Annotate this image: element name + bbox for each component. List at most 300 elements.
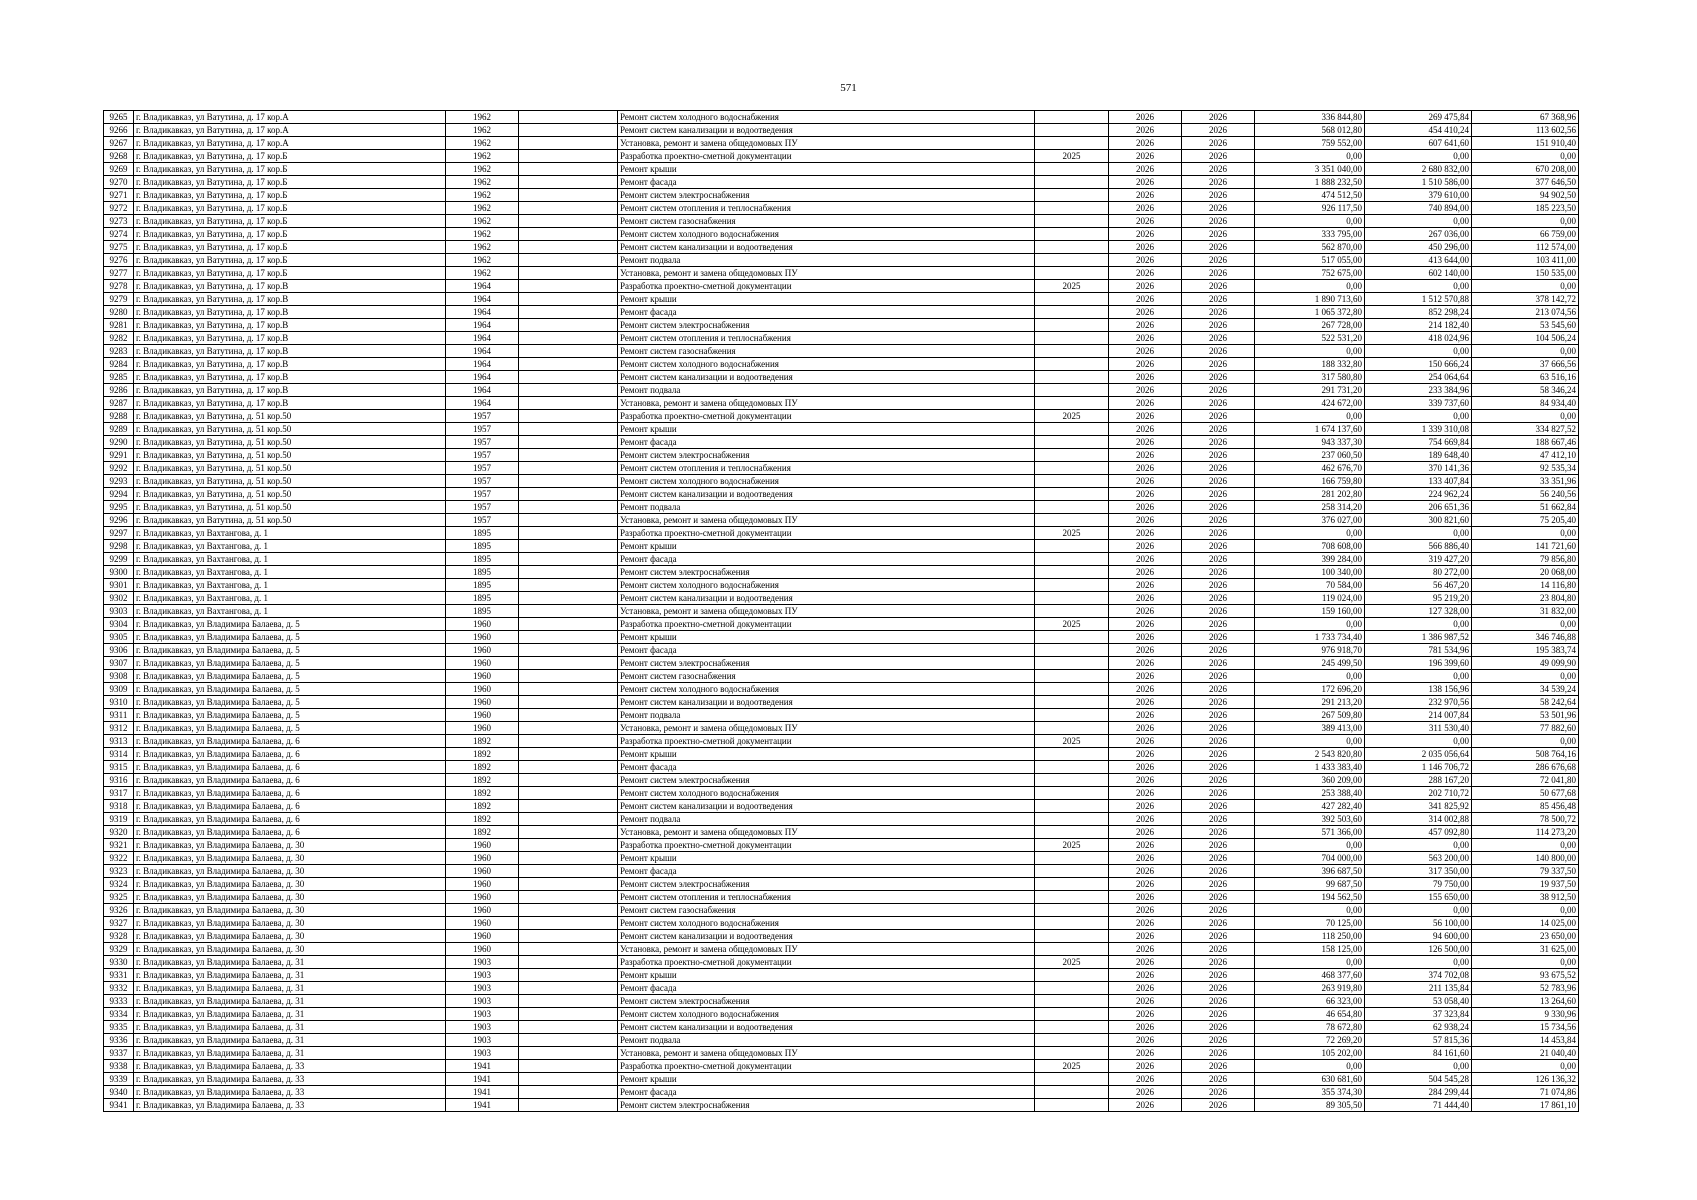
table-row [104, 410, 1579, 423]
cell-address: г. Владикавказ, ул Владимира Балаева, д. 5 [134, 657, 446, 670]
cell-design-year [1035, 332, 1109, 345]
cell-fund-cost: 0,00 [1365, 670, 1472, 683]
cell-total-cost: 1 674 137,60 [1255, 423, 1365, 436]
cell-row-number: 9300 [104, 566, 134, 579]
cell-work-type: Разработка проектно-сметной документации [618, 150, 1035, 163]
cell-extra [519, 592, 618, 605]
cell-row-number: 9301 [104, 579, 134, 592]
cell-work-type: Разработка проектно-сметной документации [618, 735, 1035, 748]
cell-fund-cost: 126 500,00 [1365, 943, 1472, 956]
cell-address: г. Владикавказ, ул Ватутина, д. 17 кор.Б [134, 228, 446, 241]
cell-end-year: 2026 [1182, 1060, 1255, 1073]
cell-build-year: 1892 [446, 748, 519, 761]
cell-row-number: 9297 [104, 527, 134, 540]
cell-extra [519, 111, 618, 124]
cell-row-number: 9331 [104, 969, 134, 982]
cell-extra [519, 605, 618, 618]
table-row [104, 332, 1579, 345]
cell-fund-cost: 1 512 570,88 [1365, 293, 1472, 306]
cell-build-year: 1964 [446, 397, 519, 410]
cell-fund-cost: 1 339 310,08 [1365, 423, 1472, 436]
cell-design-year [1035, 384, 1109, 397]
cell-work-type: Ремонт крыши [618, 423, 1035, 436]
cell-design-year [1035, 748, 1109, 761]
cell-extra [519, 228, 618, 241]
cell-owner-cost: 151 910,40 [1472, 137, 1579, 150]
cell-end-year: 2026 [1182, 709, 1255, 722]
cell-work-type: Установка, ремонт и замена общедомовых ПУ [618, 514, 1035, 527]
cell-work-type: Ремонт крыши [618, 163, 1035, 176]
cell-work-type: Ремонт систем холодного водоснабжения [618, 358, 1035, 371]
cell-fund-cost: 288 167,20 [1365, 774, 1472, 787]
cell-end-year: 2026 [1182, 748, 1255, 761]
cell-row-number: 9325 [104, 891, 134, 904]
cell-owner-cost: 67 368,96 [1472, 111, 1579, 124]
cell-owner-cost: 75 205,40 [1472, 514, 1579, 527]
cell-owner-cost: 0,00 [1472, 735, 1579, 748]
table-row [104, 657, 1579, 670]
cell-address: г. Владикавказ, ул Ватутина, д. 17 кор.А [134, 137, 446, 150]
cell-fund-cost: 1 510 586,00 [1365, 176, 1472, 189]
cell-total-cost: 263 919,80 [1255, 982, 1365, 995]
cell-start-year: 2026 [1109, 969, 1182, 982]
cell-start-year: 2026 [1109, 527, 1182, 540]
cell-total-cost: 392 503,60 [1255, 813, 1365, 826]
cell-fund-cost: 71 444,40 [1365, 1099, 1472, 1112]
cell-row-number: 9304 [104, 618, 134, 631]
cell-work-type: Установка, ремонт и замена общедомовых ПУ [618, 605, 1035, 618]
table-row [104, 124, 1579, 137]
cell-end-year: 2026 [1182, 475, 1255, 488]
cell-address: г. Владикавказ, ул Ватутина, д. 51 кор.50 [134, 514, 446, 527]
cell-row-number: 9283 [104, 345, 134, 358]
cell-owner-cost: 84 934,40 [1472, 397, 1579, 410]
cell-extra [519, 631, 618, 644]
table-row [104, 345, 1579, 358]
cell-design-year [1035, 254, 1109, 267]
cell-start-year: 2026 [1109, 228, 1182, 241]
cell-owner-cost: 50 677,68 [1472, 787, 1579, 800]
cell-build-year: 1895 [446, 527, 519, 540]
cell-end-year: 2026 [1182, 605, 1255, 618]
cell-start-year: 2026 [1109, 319, 1182, 332]
table-row [104, 631, 1579, 644]
cell-address: г. Владикавказ, ул Владимира Балаева, д. 33 [134, 1060, 446, 1073]
cell-start-year: 2026 [1109, 618, 1182, 631]
cell-build-year: 1960 [446, 917, 519, 930]
cell-fund-cost: 504 545,28 [1365, 1073, 1472, 1086]
cell-address: г. Владикавказ, ул Владимира Балаева, д. 6 [134, 761, 446, 774]
cell-work-type: Ремонт систем электроснабжения [618, 878, 1035, 891]
cell-fund-cost: 133 407,84 [1365, 475, 1472, 488]
cell-start-year: 2026 [1109, 774, 1182, 787]
cell-design-year [1035, 1008, 1109, 1021]
cell-total-cost: 258 314,20 [1255, 501, 1365, 514]
cell-end-year: 2026 [1182, 995, 1255, 1008]
cell-start-year: 2026 [1109, 332, 1182, 345]
cell-work-type: Ремонт фасада [618, 436, 1035, 449]
table-row [104, 475, 1579, 488]
cell-end-year: 2026 [1182, 540, 1255, 553]
cell-total-cost: 89 305,50 [1255, 1099, 1365, 1112]
cell-work-type: Ремонт подвала [618, 254, 1035, 267]
cell-design-year [1035, 1099, 1109, 1112]
cell-address: г. Владикавказ, ул Владимира Балаева, д. 31 [134, 1047, 446, 1060]
cell-address: г. Владикавказ, ул Владимира Балаева, д. 33 [134, 1099, 446, 1112]
cell-end-year: 2026 [1182, 865, 1255, 878]
cell-address: г. Владикавказ, ул Владимира Балаева, д. 30 [134, 891, 446, 904]
cell-total-cost: 0,00 [1255, 1060, 1365, 1073]
cell-owner-cost: 47 412,10 [1472, 449, 1579, 462]
cell-design-year [1035, 137, 1109, 150]
cell-design-year [1035, 501, 1109, 514]
cell-extra [519, 722, 618, 735]
cell-owner-cost: 9 330,96 [1472, 1008, 1579, 1021]
cell-address: г. Владикавказ, ул Владимира Балаева, д. 5 [134, 722, 446, 735]
cell-address: г. Владикавказ, ул Ватутина, д. 17 кор.В [134, 384, 446, 397]
cell-end-year: 2026 [1182, 943, 1255, 956]
cell-fund-cost: 254 064,64 [1365, 371, 1472, 384]
cell-end-year: 2026 [1182, 215, 1255, 228]
cell-build-year: 1962 [446, 137, 519, 150]
cell-work-type: Ремонт крыши [618, 852, 1035, 865]
cell-end-year: 2026 [1182, 267, 1255, 280]
cell-build-year: 1957 [446, 423, 519, 436]
cell-design-year [1035, 813, 1109, 826]
cell-row-number: 9295 [104, 501, 134, 514]
cell-build-year: 1892 [446, 813, 519, 826]
table-row [104, 1008, 1579, 1021]
table-row [104, 202, 1579, 215]
cell-start-year: 2026 [1109, 215, 1182, 228]
cell-row-number: 9310 [104, 696, 134, 709]
cell-fund-cost: 127 328,00 [1365, 605, 1472, 618]
cell-work-type: Ремонт систем канализации и водоотведения [618, 488, 1035, 501]
cell-start-year: 2026 [1109, 358, 1182, 371]
cell-work-type: Ремонт систем канализации и водоотведения [618, 800, 1035, 813]
cell-build-year: 1903 [446, 1021, 519, 1034]
cell-row-number: 9298 [104, 540, 134, 553]
cell-start-year: 2026 [1109, 605, 1182, 618]
cell-design-year [1035, 826, 1109, 839]
cell-work-type: Ремонт фасада [618, 176, 1035, 189]
cell-work-type: Ремонт крыши [618, 748, 1035, 761]
cell-design-year: 2025 [1035, 527, 1109, 540]
cell-extra [519, 397, 618, 410]
cell-end-year: 2026 [1182, 631, 1255, 644]
cell-fund-cost: 267 036,00 [1365, 228, 1472, 241]
cell-end-year: 2026 [1182, 306, 1255, 319]
cell-start-year: 2026 [1109, 657, 1182, 670]
cell-total-cost: 291 731,20 [1255, 384, 1365, 397]
cell-address: г. Владикавказ, ул Владимира Балаева, д. 31 [134, 995, 446, 1008]
cell-owner-cost: 17 861,10 [1472, 1099, 1579, 1112]
cell-start-year: 2026 [1109, 631, 1182, 644]
cell-total-cost: 267 728,00 [1255, 319, 1365, 332]
cell-extra [519, 618, 618, 631]
cell-start-year: 2026 [1109, 995, 1182, 1008]
cell-owner-cost: 195 383,74 [1472, 644, 1579, 657]
cell-row-number: 9315 [104, 761, 134, 774]
cell-row-number: 9311 [104, 709, 134, 722]
cell-build-year: 1957 [446, 410, 519, 423]
cell-end-year: 2026 [1182, 1021, 1255, 1034]
cell-address: г. Владикавказ, ул Владимира Балаева, д. 5 [134, 644, 446, 657]
cell-extra [519, 566, 618, 579]
cell-extra [519, 683, 618, 696]
cell-row-number: 9316 [104, 774, 134, 787]
cell-work-type: Ремонт крыши [618, 1073, 1035, 1086]
cell-end-year: 2026 [1182, 150, 1255, 163]
table-row [104, 293, 1579, 306]
table-row [104, 423, 1579, 436]
cell-extra [519, 449, 618, 462]
cell-total-cost: 1 433 383,40 [1255, 761, 1365, 774]
table-row [104, 891, 1579, 904]
cell-design-year [1035, 696, 1109, 709]
cell-extra [519, 904, 618, 917]
table-row [104, 566, 1579, 579]
cell-total-cost: 1 733 734,40 [1255, 631, 1365, 644]
cell-owner-cost: 79 856,80 [1472, 553, 1579, 566]
cell-extra [519, 696, 618, 709]
cell-extra [519, 943, 618, 956]
cell-end-year: 2026 [1182, 163, 1255, 176]
cell-row-number: 9332 [104, 982, 134, 995]
cell-extra [519, 787, 618, 800]
cell-row-number: 9281 [104, 319, 134, 332]
cell-owner-cost: 0,00 [1472, 904, 1579, 917]
cell-build-year: 1895 [446, 579, 519, 592]
cell-start-year: 2026 [1109, 1021, 1182, 1034]
cell-end-year: 2026 [1182, 930, 1255, 943]
cell-row-number: 9340 [104, 1086, 134, 1099]
cell-extra [519, 644, 618, 657]
cell-address: г. Владикавказ, ул Владимира Балаева, д. 31 [134, 1008, 446, 1021]
cell-owner-cost: 94 902,50 [1472, 189, 1579, 202]
cell-design-year [1035, 306, 1109, 319]
cell-row-number: 9317 [104, 787, 134, 800]
cell-end-year: 2026 [1182, 410, 1255, 423]
cell-fund-cost: 211 135,84 [1365, 982, 1472, 995]
cell-work-type: Ремонт фасада [618, 1086, 1035, 1099]
cell-end-year: 2026 [1182, 761, 1255, 774]
cell-end-year: 2026 [1182, 371, 1255, 384]
cell-end-year: 2026 [1182, 501, 1255, 514]
cell-owner-cost: 31 832,00 [1472, 605, 1579, 618]
cell-end-year: 2026 [1182, 384, 1255, 397]
cell-total-cost: 517 055,00 [1255, 254, 1365, 267]
cell-build-year: 1960 [446, 683, 519, 696]
cell-design-year [1035, 943, 1109, 956]
cell-work-type: Ремонт систем электроснабжения [618, 1099, 1035, 1112]
cell-start-year: 2026 [1109, 410, 1182, 423]
table-row [104, 215, 1579, 228]
cell-row-number: 9278 [104, 280, 134, 293]
cell-row-number: 9321 [104, 839, 134, 852]
cell-extra [519, 540, 618, 553]
cell-address: г. Владикавказ, ул Ватутина, д. 17 кор.В [134, 332, 446, 345]
cell-work-type: Ремонт систем отопления и теплоснабжения [618, 202, 1035, 215]
cell-extra [519, 1099, 618, 1112]
cell-total-cost: 522 531,20 [1255, 332, 1365, 345]
cell-row-number: 9307 [104, 657, 134, 670]
table-row [104, 670, 1579, 683]
table-row [104, 1060, 1579, 1073]
cell-design-year [1035, 241, 1109, 254]
cell-row-number: 9271 [104, 189, 134, 202]
cell-total-cost: 0,00 [1255, 839, 1365, 852]
cell-total-cost: 376 027,00 [1255, 514, 1365, 527]
cell-address: г. Владикавказ, ул Ватутина, д. 17 кор.Б [134, 215, 446, 228]
cell-total-cost: 0,00 [1255, 410, 1365, 423]
cell-end-year: 2026 [1182, 358, 1255, 371]
cell-total-cost: 333 795,00 [1255, 228, 1365, 241]
cell-row-number: 9267 [104, 137, 134, 150]
cell-start-year: 2026 [1109, 280, 1182, 293]
cell-total-cost: 194 562,50 [1255, 891, 1365, 904]
cell-design-year [1035, 1086, 1109, 1099]
cell-total-cost: 0,00 [1255, 735, 1365, 748]
cell-total-cost: 355 374,30 [1255, 1086, 1365, 1099]
cell-extra [519, 202, 618, 215]
cell-fund-cost: 602 140,00 [1365, 267, 1472, 280]
cell-extra [519, 1034, 618, 1047]
cell-address: г. Владикавказ, ул Ватутина, д. 17 кор.Б [134, 163, 446, 176]
table-row [104, 488, 1579, 501]
cell-design-year [1035, 774, 1109, 787]
cell-extra [519, 189, 618, 202]
cell-design-year [1035, 176, 1109, 189]
cell-work-type: Установка, ремонт и замена общедомовых ПУ [618, 1047, 1035, 1060]
cell-extra [519, 280, 618, 293]
cell-fund-cost: 0,00 [1365, 410, 1472, 423]
cell-total-cost: 237 060,50 [1255, 449, 1365, 462]
cell-extra [519, 813, 618, 826]
cell-extra [519, 761, 618, 774]
table-row [104, 553, 1579, 566]
cell-owner-cost: 103 411,00 [1472, 254, 1579, 267]
cell-build-year: 1962 [446, 202, 519, 215]
table-row [104, 605, 1579, 618]
cell-end-year: 2026 [1182, 982, 1255, 995]
cell-address: г. Владикавказ, ул Владимира Балаева, д. 6 [134, 735, 446, 748]
cell-total-cost: 389 413,00 [1255, 722, 1365, 735]
cell-row-number: 9323 [104, 865, 134, 878]
cell-build-year: 1964 [446, 371, 519, 384]
cell-owner-cost: 19 937,50 [1472, 878, 1579, 891]
cell-total-cost: 317 580,80 [1255, 371, 1365, 384]
cell-start-year: 2026 [1109, 826, 1182, 839]
cell-end-year: 2026 [1182, 904, 1255, 917]
table-row [104, 800, 1579, 813]
table-row [104, 1047, 1579, 1060]
cell-end-year: 2026 [1182, 644, 1255, 657]
cell-address: г. Владикавказ, ул Ватутина, д. 51 кор.50 [134, 462, 446, 475]
cell-start-year: 2026 [1109, 397, 1182, 410]
cell-end-year: 2026 [1182, 527, 1255, 540]
cell-extra [519, 150, 618, 163]
cell-design-year [1035, 657, 1109, 670]
cell-design-year [1035, 605, 1109, 618]
cell-address: г. Владикавказ, ул Вахтангова, д. 1 [134, 592, 446, 605]
cell-end-year: 2026 [1182, 839, 1255, 852]
cell-extra [519, 124, 618, 137]
cell-owner-cost: 0,00 [1472, 618, 1579, 631]
cell-end-year: 2026 [1182, 618, 1255, 631]
cell-address: г. Владикавказ, ул Владимира Балаева, д. 30 [134, 839, 446, 852]
cell-design-year [1035, 189, 1109, 202]
cell-end-year: 2026 [1182, 254, 1255, 267]
cell-build-year: 1957 [446, 501, 519, 514]
table-row [104, 514, 1579, 527]
table-row [104, 137, 1579, 150]
cell-start-year: 2026 [1109, 839, 1182, 852]
table-row [104, 917, 1579, 930]
cell-work-type: Ремонт систем холодного водоснабжения [618, 111, 1035, 124]
cell-design-year [1035, 371, 1109, 384]
table-row [104, 839, 1579, 852]
cell-owner-cost: 0,00 [1472, 527, 1579, 540]
cell-fund-cost: 314 002,88 [1365, 813, 1472, 826]
table-row [104, 384, 1579, 397]
table-row [104, 1099, 1579, 1112]
cell-work-type: Ремонт подвала [618, 501, 1035, 514]
cell-owner-cost: 188 667,46 [1472, 436, 1579, 449]
cell-end-year: 2026 [1182, 1034, 1255, 1047]
cell-end-year: 2026 [1182, 878, 1255, 891]
cell-fund-cost: 311 530,40 [1365, 722, 1472, 735]
cell-end-year: 2026 [1182, 436, 1255, 449]
cell-fund-cost: 269 475,84 [1365, 111, 1472, 124]
cell-row-number: 9294 [104, 488, 134, 501]
cell-address: г. Владикавказ, ул Ватутина, д. 51 кор.50 [134, 436, 446, 449]
cell-total-cost: 0,00 [1255, 527, 1365, 540]
cell-work-type: Ремонт систем канализации и водоотведения [618, 371, 1035, 384]
cell-build-year: 1964 [446, 306, 519, 319]
cell-fund-cost: 62 938,24 [1365, 1021, 1472, 1034]
cell-build-year: 1895 [446, 553, 519, 566]
cell-design-year [1035, 670, 1109, 683]
cell-fund-cost: 95 219,20 [1365, 592, 1472, 605]
cell-build-year: 1964 [446, 358, 519, 371]
cell-total-cost: 281 202,80 [1255, 488, 1365, 501]
cell-fund-cost: 0,00 [1365, 904, 1472, 917]
cell-build-year: 1892 [446, 761, 519, 774]
cell-owner-cost: 0,00 [1472, 410, 1579, 423]
cell-work-type: Ремонт систем электроснабжения [618, 189, 1035, 202]
table-row [104, 397, 1579, 410]
cell-owner-cost: 14 116,80 [1472, 579, 1579, 592]
cell-owner-cost: 185 223,50 [1472, 202, 1579, 215]
table-row [104, 904, 1579, 917]
cell-fund-cost: 232 970,56 [1365, 696, 1472, 709]
table-row [104, 241, 1579, 254]
cell-total-cost: 0,00 [1255, 150, 1365, 163]
cell-fund-cost: 341 825,92 [1365, 800, 1472, 813]
cell-design-year [1035, 579, 1109, 592]
cell-design-year [1035, 397, 1109, 410]
cell-design-year [1035, 592, 1109, 605]
table-row [104, 813, 1579, 826]
cell-owner-cost: 0,00 [1472, 839, 1579, 852]
cell-fund-cost: 457 092,80 [1365, 826, 1472, 839]
cell-total-cost: 0,00 [1255, 956, 1365, 969]
cell-extra [519, 852, 618, 865]
cell-end-year: 2026 [1182, 566, 1255, 579]
table-row [104, 1021, 1579, 1034]
cell-design-year [1035, 267, 1109, 280]
